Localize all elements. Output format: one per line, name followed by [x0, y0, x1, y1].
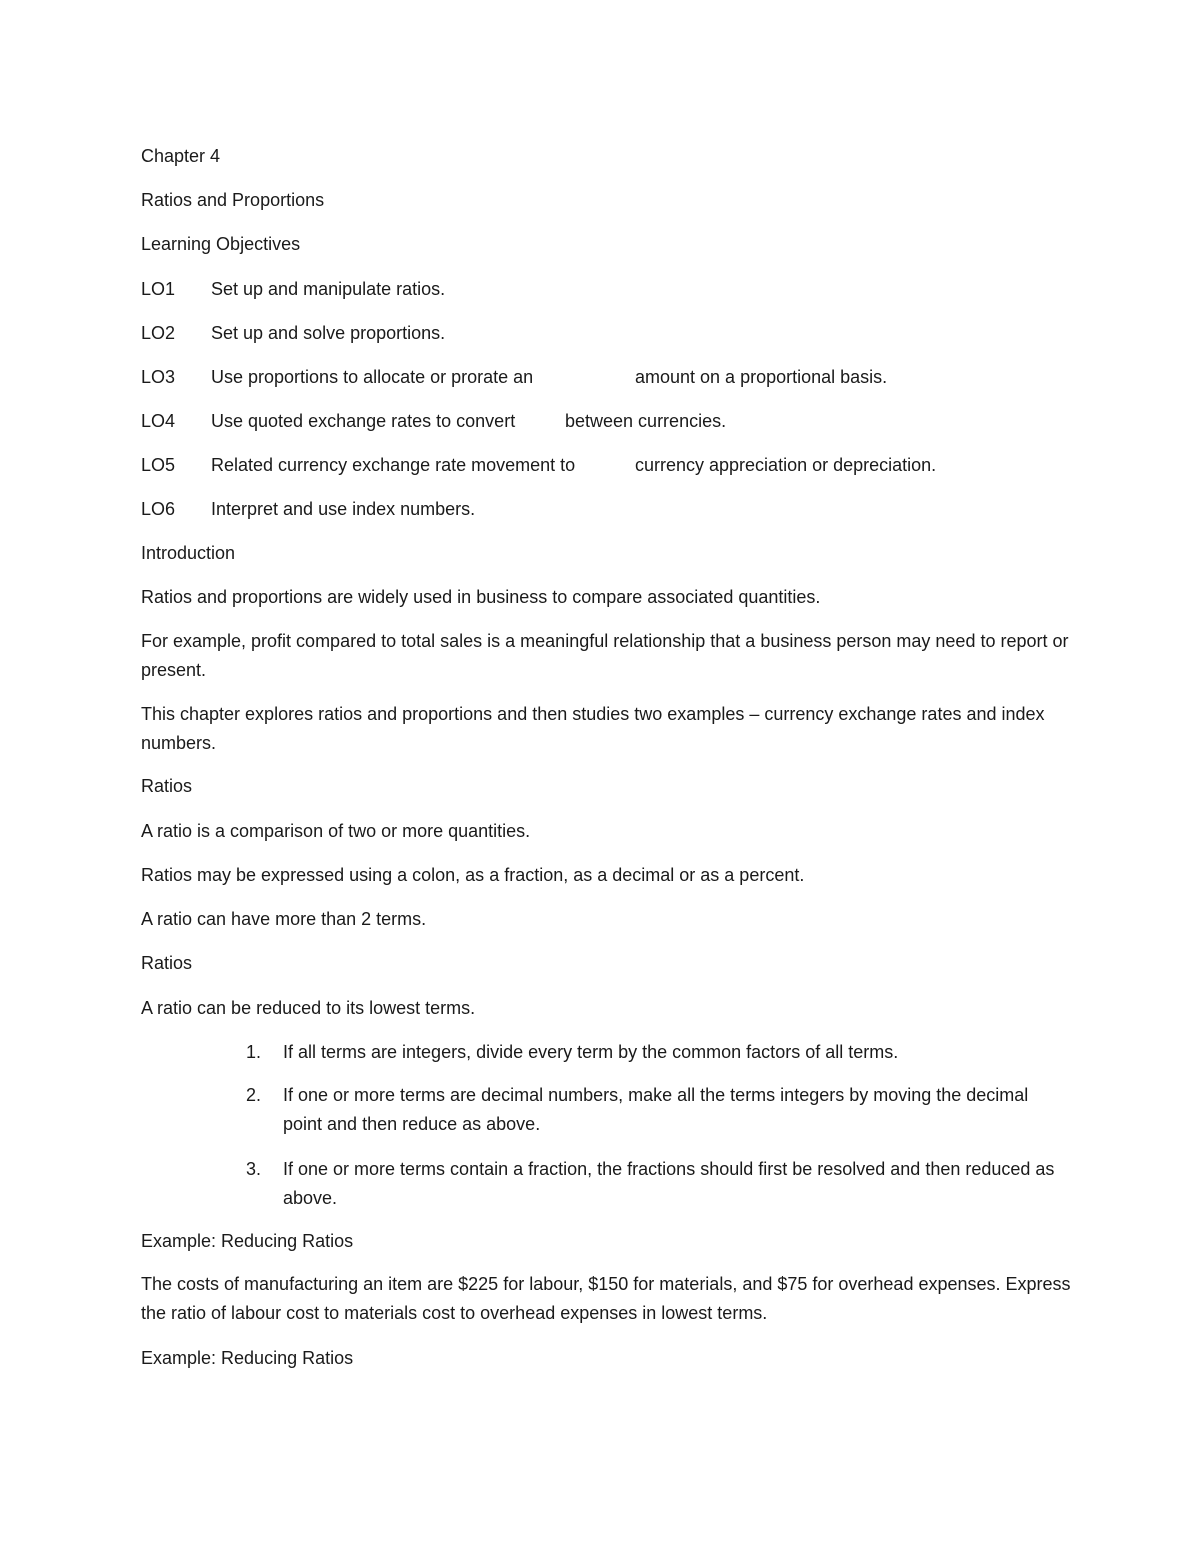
- objective-code: LO1: [141, 279, 176, 299]
- objectives-heading: Learning Objectives: [141, 234, 301, 254]
- objective-text-continued: currency appreciation or depreciation.: [635, 455, 937, 475]
- section-heading: Ratios: [141, 776, 193, 796]
- objective-text: Related currency exchange rate movement to: [211, 455, 576, 475]
- list-text: If all terms are integers, divide every term by the common factors of all terms.: [283, 1042, 899, 1062]
- objective-text: Use quoted exchange rates to convert: [211, 411, 516, 431]
- list-text: If one or more terms are decimal numbers, make all the terms integers by moving the decimal point and then reduce as above.: [283, 1085, 1029, 1134]
- ratios-paragraph: Ratios may be expressed using a colon, as a fraction, as a decimal or as a percent.: [141, 865, 805, 885]
- ratios-paragraph: A ratio is a comparison of two or more quantities.: [141, 821, 531, 841]
- objective-text: Set up and solve proportions.: [211, 323, 446, 343]
- list-number: 3.: [246, 1159, 262, 1179]
- list-number: 2.: [246, 1085, 262, 1105]
- ratios-paragraph: A ratio can be reduced to its lowest terms.: [141, 998, 476, 1018]
- objective-code: LO4: [141, 411, 176, 431]
- objective-code: LO6: [141, 499, 176, 519]
- chapter-title: Ratios and Proportions: [141, 190, 325, 210]
- list-text: If one or more terms contain a fraction, the fractions should first be resolved and then reduced as above.: [283, 1159, 1055, 1208]
- section-heading: Ratios: [141, 953, 193, 973]
- objective-text: Interpret and use index numbers.: [211, 499, 476, 519]
- intro-paragraph: For example, profit compared to total sales is a meaningful relationship that a business person may need to report or present.: [141, 631, 1069, 680]
- intro-heading: Introduction: [141, 543, 236, 563]
- intro-paragraph: Ratios and proportions are widely used in business to compare associated quantities.: [141, 587, 821, 607]
- objective-text-continued: amount on a proportional basis.: [635, 367, 888, 387]
- objective-text: Set up and manipulate ratios.: [211, 279, 446, 299]
- objective-code: LO5: [141, 455, 176, 475]
- list-number: 1.: [246, 1042, 262, 1062]
- intro-paragraph: This chapter explores ratios and proportions and then studies two examples – currency exchange rates and index numbers.: [141, 704, 1045, 753]
- example-heading: Example: Reducing Ratios: [141, 1231, 354, 1251]
- objective-text: Use proportions to allocate or prorate an: [211, 367, 534, 387]
- objective-code: LO2: [141, 323, 176, 343]
- chapter-label: Chapter 4: [141, 146, 221, 166]
- objective-text-continued: between currencies.: [565, 411, 727, 431]
- objective-code: LO3: [141, 367, 176, 387]
- ratios-paragraph: A ratio can have more than 2 terms.: [141, 909, 427, 929]
- example-paragraph: The costs of manufacturing an item are $225 for labour, $150 for materials, and $75 for overhead expenses. Express the ratio of labour cost to materials cost to overhead expenses in lowest terms.: [141, 1274, 1071, 1323]
- example-heading: Example: Reducing Ratios: [141, 1348, 354, 1368]
